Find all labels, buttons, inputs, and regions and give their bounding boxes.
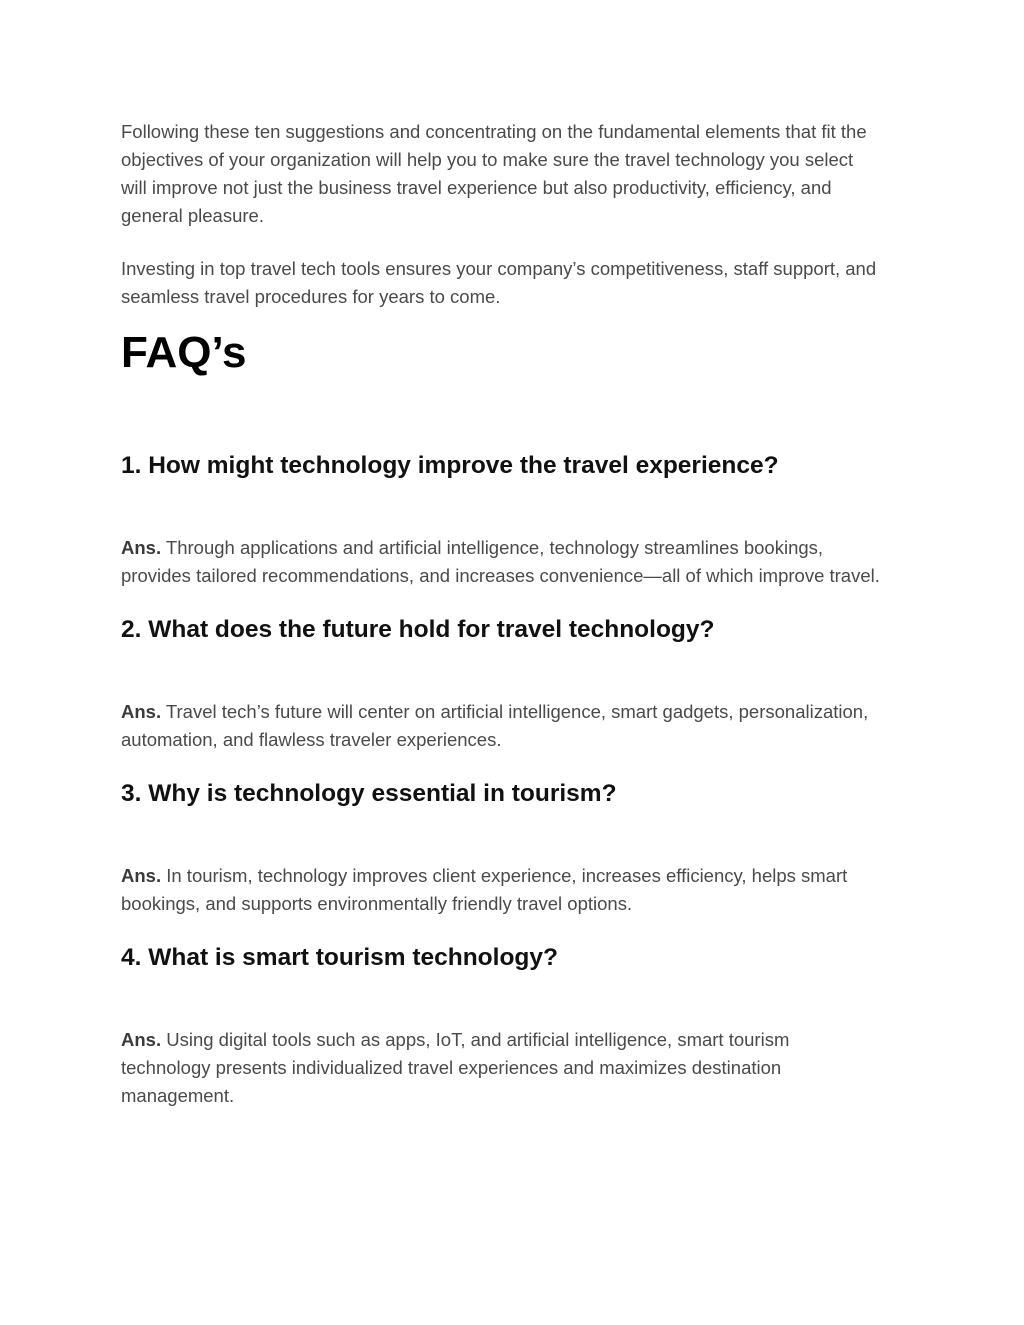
faq-item-2	[121, 614, 881, 754]
faq-answer-text-2: Travel tech’s future will center on artificial intelligence, smart gadgets, personalization, automation, and flawless traveler experiences.	[121, 701, 869, 750]
intro-paragraph-1: Following these ten suggestions and concentrating on the fundamental elements that fit the objectives of your organization will help you to make sure the travel technology you select will improve not just the business travel experience but also productivity, efficiency, and general pleasure.	[121, 121, 867, 226]
answer-label: Ans.	[121, 1029, 162, 1050]
faq-question-1: 1. How might technology improve the travel experience?	[121, 452, 779, 479]
document-page	[121, 118, 881, 1134]
answer-label: Ans.	[121, 701, 162, 722]
faq-item-4	[121, 942, 881, 1110]
faq-answer-1	[121, 534, 881, 590]
faq-answer-3	[121, 862, 881, 918]
faq-item-1	[121, 450, 881, 590]
faq-question-3: 3. Why is technology essential in tourism?	[121, 780, 617, 807]
faq-question-2: 2. What does the future hold for travel technology?	[121, 616, 715, 643]
answer-label: Ans.	[121, 865, 162, 886]
faq-answer-text-3: In tourism, technology improves client experience, increases efficiency, helps smart bookings, and supports environmentally friendly travel options.	[121, 865, 848, 914]
faq-item-3	[121, 778, 881, 918]
faq-answer-2	[121, 698, 881, 754]
faq-answer-text-4: Using digital tools such as apps, IoT, and artificial intelligence, smart tourism technology presents individualized travel experiences and maximizes destination management.	[121, 1029, 790, 1106]
faq-heading: FAQ’s	[121, 328, 247, 377]
intro-paragraph-2: Investing in top travel tech tools ensures your company’s competitiveness, staff support, and seamless travel procedures for years to come.	[121, 258, 877, 307]
faq-answer-4	[121, 1026, 881, 1110]
faq-question-4: 4. What is smart tourism technology?	[121, 944, 558, 971]
faq-answer-text-1: Through applications and artificial intelligence, technology streamlines bookings, provides tailored recommendations, and increases convenience—all of which improve travel.	[121, 537, 880, 586]
answer-label: Ans.	[121, 537, 162, 558]
